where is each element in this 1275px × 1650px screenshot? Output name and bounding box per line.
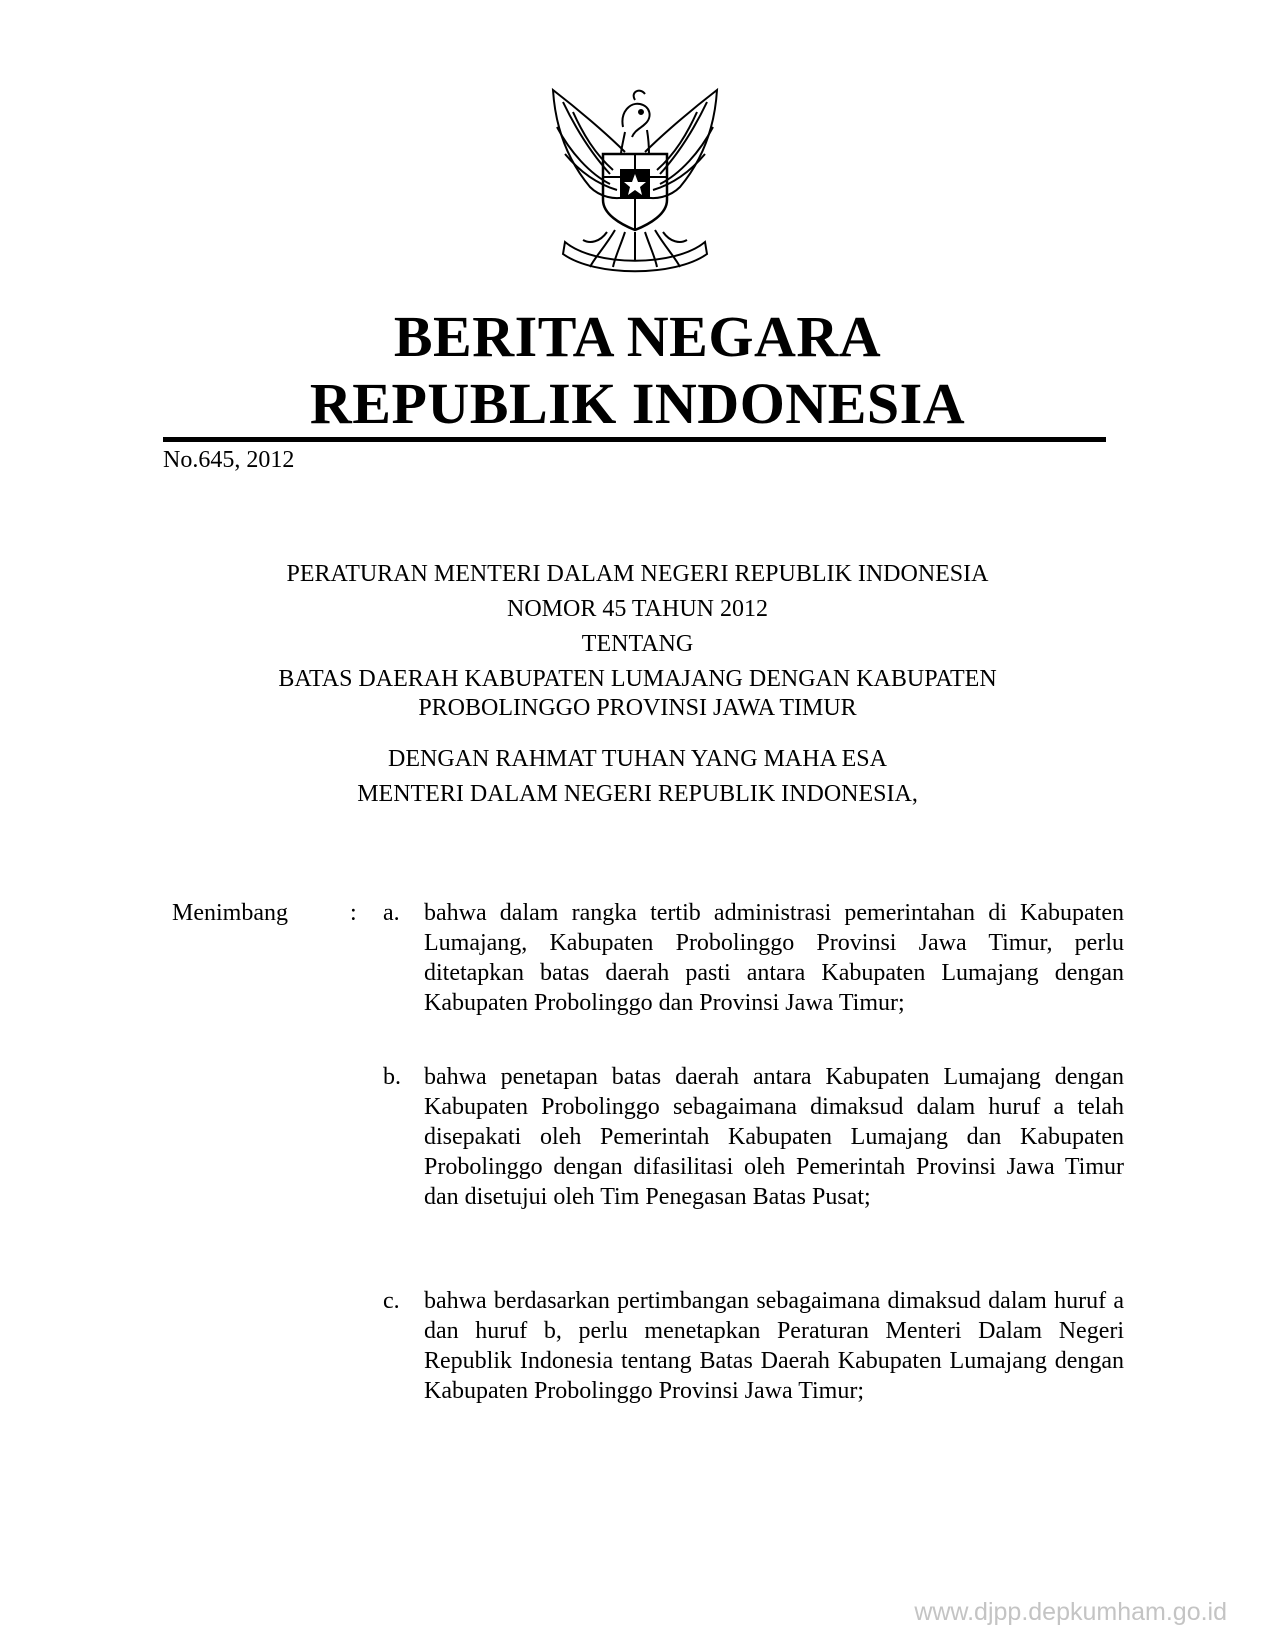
consideration-text-a: bahwa dalam rangka tertib administrasi pemerintahan di Kabupaten Lumajang, Kabupaten Probolinggo Provinsi Jawa Timur, perlu ditetapkan batas daerah pasti antara Kabupaten Lumajang dengan Kabupaten Probolinggo dan Provinsi Jawa Timur; (424, 900, 1124, 1016)
regulation-heading: PERATURAN MENTERI DALAM NEGERI REPUBLIK INDONESIA (286, 561, 989, 587)
consideration-letter-a: a. (383, 900, 400, 926)
preamble-minister: MENTERI DALAM NEGERI REPUBLIK INDONESIA, (357, 781, 918, 807)
garuda-pancasila-emblem-icon (535, 82, 735, 282)
menimbang-label: Menimbang (172, 900, 288, 926)
menimbang-colon: : (350, 900, 357, 926)
source-watermark: www.djpp.depkumham.go.id (914, 1598, 1227, 1626)
consideration-text-b: bahwa penetapan batas daerah antara Kabupaten Lumajang dengan Kabupaten Probolinggo sebagaimana dimaksud dalam huruf a telah disepakati oleh Pemerintah Kabupaten Lumajang dan Kabupaten Probolinggo dengan difasilitasi oleh Pemerintah Provinsi Jawa Timur dan disetujui oleh Tim Penegasan Batas Pusat; (424, 1064, 1124, 1210)
consideration-letter-c: c. (383, 1288, 400, 1314)
regulation-number: NOMOR 45 TAHUN 2012 (507, 596, 768, 622)
consideration-letter-b: b. (383, 1064, 401, 1090)
regulation-subject-line-2: PROBOLINGGO PROVINSI JAWA TIMUR (418, 695, 857, 721)
header-divider (163, 437, 1106, 442)
gazette-title-line-2: REPUBLIK INDONESIA (309, 371, 966, 436)
regulation-subject-line-1: BATAS DAERAH KABUPATEN LUMAJANG DENGAN KABUPATEN (278, 666, 997, 692)
document-number: No.645, 2012 (163, 447, 295, 473)
gazette-title-line-1: BERITA NEGARA (393, 304, 882, 369)
regulation-about: TENTANG (581, 631, 694, 657)
consideration-text-c: bahwa berdasarkan pertimbangan sebagaimana dimaksud dalam huruf a dan huruf b, perlu menetapkan Peraturan Menteri Dalam Negeri Republik Indonesia tentang Batas Daerah Kabupaten Lumajang dengan Kabupaten Probolinggo Provinsi Jawa Timur; (424, 1288, 1124, 1404)
preamble-invocation: DENGAN RAHMAT TUHAN YANG MAHA ESA (388, 746, 887, 772)
